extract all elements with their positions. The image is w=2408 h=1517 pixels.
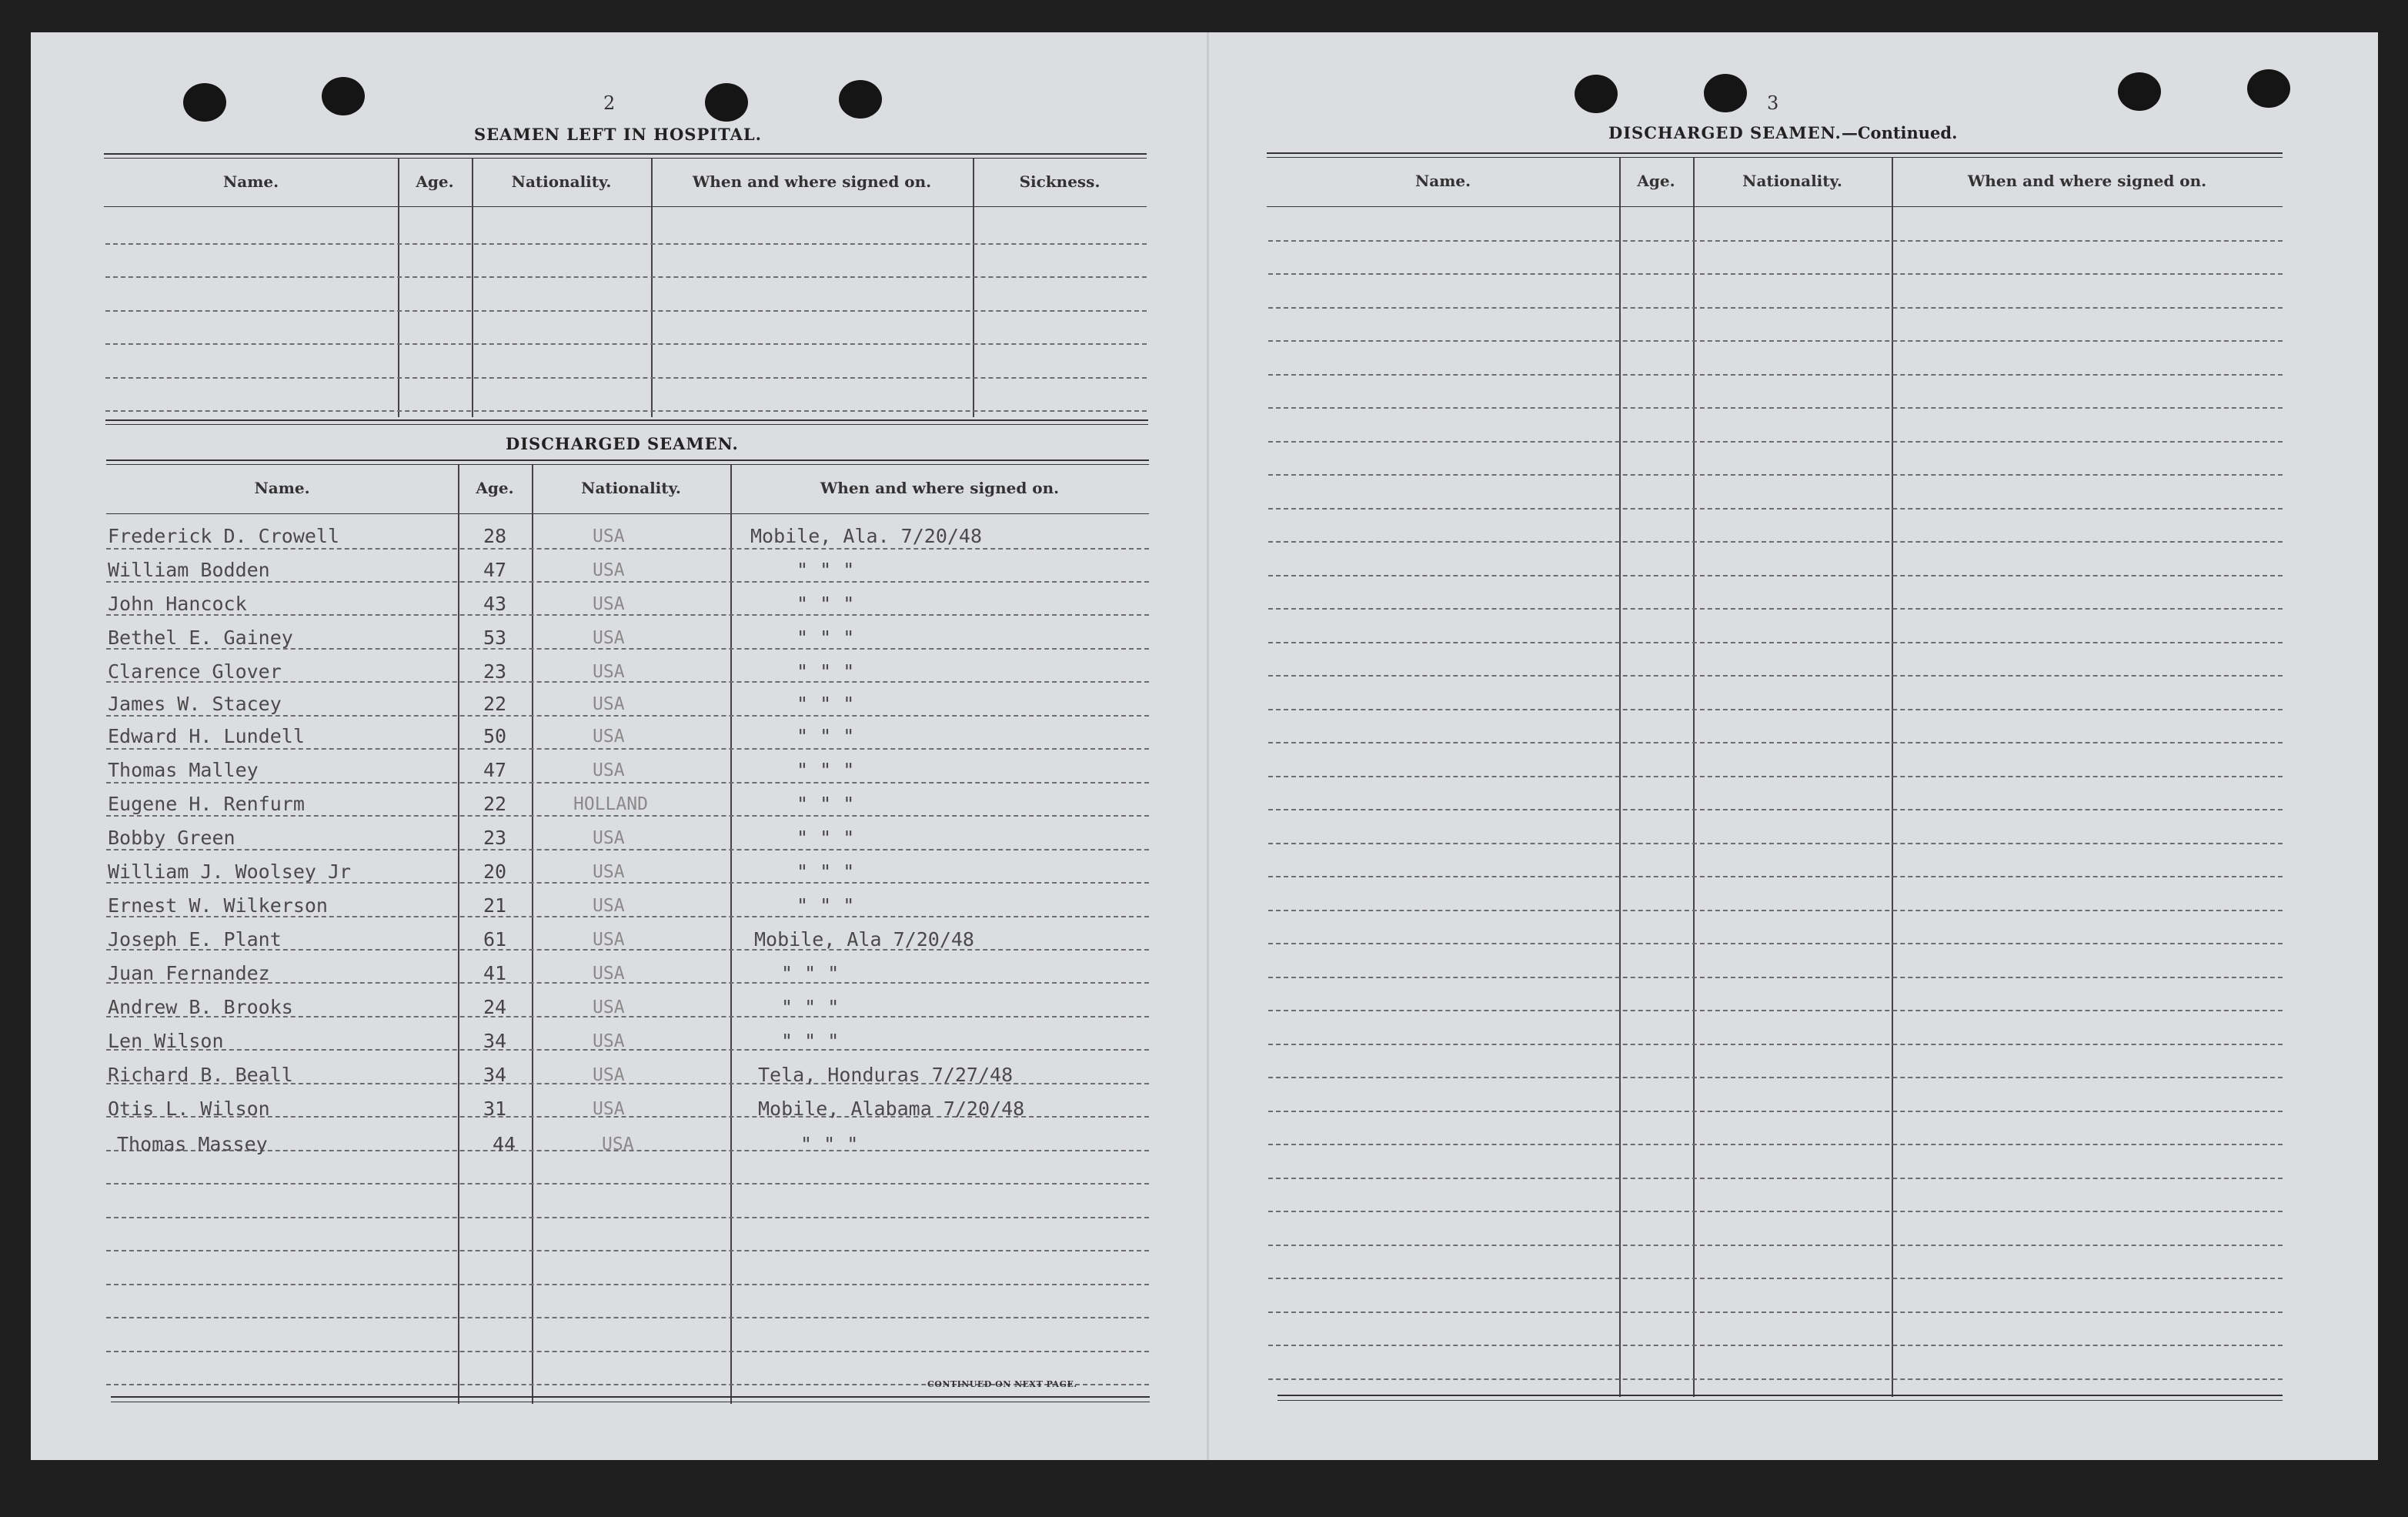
title-suffix: —Continued.: [1841, 123, 1958, 142]
column-divider: [458, 465, 459, 1404]
ledger-sheet: [31, 32, 2378, 1460]
row-line: [1268, 508, 2283, 510]
row-line: [1268, 1111, 2283, 1112]
table-rule: [106, 513, 1149, 514]
table-rule: [105, 424, 1148, 425]
hospital-col-nationality: Nationality.: [511, 172, 612, 191]
seaman-signed-on: " " ": [797, 627, 855, 649]
table-rule: [105, 419, 1148, 421]
punch-hole: [322, 77, 365, 115]
column-divider: [532, 465, 533, 1404]
seaman-name: Edward H. Lundell: [108, 725, 305, 747]
seaman-name: Thomas Malley: [108, 759, 259, 781]
hospital-section-title: SEAMEN LEFT IN HOSPITAL.: [474, 125, 762, 144]
row-line: [1268, 977, 2283, 978]
seaman-age: 44: [493, 1133, 516, 1155]
row-line: [1268, 910, 2283, 911]
seaman-nationality: USA: [593, 560, 625, 580]
row-line: [105, 243, 1147, 245]
table-rule: [106, 464, 1149, 465]
seaman-nationality: USA: [593, 964, 625, 984]
seaman-signed-on: Mobile, Alabama 7/20/48: [758, 1098, 1025, 1120]
seaman-nationality: USA: [602, 1134, 634, 1154]
hospital-col-sickness: Sickness.: [1019, 172, 1100, 191]
seaman-name: Clarence Glover: [108, 660, 282, 683]
seaman-nationality: USA: [593, 828, 625, 848]
row-line: [1268, 474, 2283, 476]
row-line: [1268, 1312, 2283, 1313]
discharged-continued-title: [1608, 123, 1957, 142]
row-line: [106, 1317, 1149, 1318]
row-line: [106, 849, 1149, 850]
column-divider: [730, 465, 732, 1404]
row-line: [1268, 776, 2283, 777]
seaman-name: William J. Woolsey Jr: [108, 860, 352, 883]
seaman-name: Juan Fernandez: [108, 962, 270, 984]
seaman-signed-on: " " ": [781, 962, 840, 984]
seaman-age: 61: [483, 928, 507, 951]
continued-col-nationality: Nationality.: [1742, 172, 1842, 190]
seaman-signed-on: " " ": [797, 860, 855, 883]
punch-hole: [183, 83, 226, 122]
table-rule: [1277, 1400, 2283, 1401]
seaman-name: Thomas Massey: [117, 1133, 268, 1155]
row-line: [1268, 1211, 2283, 1212]
seaman-name: John Hancock: [108, 593, 247, 615]
punch-hole: [1704, 74, 1747, 112]
seaman-name: Andrew B. Brooks: [108, 996, 293, 1018]
row-line: [1268, 441, 2283, 443]
seaman-name: James W. Stacey: [108, 693, 282, 715]
seaman-signed-on: " " ": [797, 827, 855, 849]
table-rule: [1277, 1395, 2283, 1396]
seaman-nationality: USA: [593, 760, 625, 780]
seaman-age: 23: [483, 827, 507, 849]
punch-hole: [1575, 75, 1618, 113]
row-line: [1268, 943, 2283, 944]
continued-note: CONTINUED ON NEXT PAGE.: [927, 1379, 1077, 1389]
seaman-signed-on: " " ": [797, 725, 855, 747]
punch-hole: [839, 80, 882, 119]
seaman-age: 22: [483, 793, 507, 815]
seaman-age: 50: [483, 725, 507, 747]
row-line: [106, 1351, 1149, 1352]
row-line: [1268, 876, 2283, 877]
row-line: [1268, 541, 2283, 543]
hospital-col-name: Name.: [222, 172, 279, 191]
continued-col-signed-on: When and where signed on.: [1967, 172, 2207, 190]
seaman-age: 21: [483, 894, 507, 917]
seaman-nationality: USA: [593, 526, 625, 546]
row-line: [106, 715, 1149, 717]
row-line: [105, 310, 1147, 312]
punch-hole: [2118, 72, 2161, 111]
seaman-age: 34: [483, 1064, 507, 1086]
seaman-nationality: USA: [593, 896, 625, 916]
seaman-name: William Bodden: [108, 559, 270, 581]
seaman-age: 47: [483, 559, 507, 581]
hospital-col-age: Age.: [416, 172, 454, 191]
seaman-signed-on: Mobile, Ala. 7/20/48: [750, 525, 983, 547]
seaman-name: Bethel E. Gainey: [108, 627, 293, 649]
table-rule: [111, 1396, 1150, 1398]
discharged-section-title: DISCHARGED SEAMEN.: [506, 434, 739, 453]
row-line: [106, 1183, 1149, 1185]
hospital-col-signed-on: When and where signed on.: [692, 172, 932, 191]
seaman-signed-on: " " ": [797, 693, 855, 715]
row-line: [106, 614, 1149, 616]
row-line: [1268, 1178, 2283, 1179]
row-line: [1268, 742, 2283, 743]
row-line: [1268, 675, 2283, 677]
row-line: [106, 815, 1149, 817]
seaman-nationality: USA: [593, 594, 625, 614]
row-line: [1268, 340, 2283, 342]
seaman-age: 22: [483, 693, 507, 715]
seaman-signed-on: " " ": [797, 894, 855, 917]
row-line: [1268, 1278, 2283, 1279]
seaman-signed-on: " " ": [797, 793, 855, 815]
row-line: [106, 748, 1149, 750]
seaman-nationality: USA: [593, 662, 625, 682]
discharged-col-age: Age.: [476, 479, 514, 497]
table-rule: [104, 158, 1147, 159]
right-page: [1208, 32, 2378, 1460]
table-rule: [104, 206, 1147, 207]
row-line: [1268, 1378, 2283, 1380]
row-line: [1268, 608, 2283, 610]
table-rule: [104, 153, 1147, 155]
table-rule: [1267, 206, 2283, 207]
row-line: [1268, 1144, 2283, 1145]
row-line: [1268, 407, 2283, 409]
seaman-signed-on: Tela, Honduras 7/27/48: [758, 1064, 1014, 1086]
seaman-age: 31: [483, 1098, 507, 1120]
seaman-signed-on: " " ": [800, 1133, 859, 1155]
row-line: [1268, 1010, 2283, 1011]
row-line: [1268, 709, 2283, 710]
seaman-age: 24: [483, 996, 507, 1018]
page-number: 3: [1767, 92, 1779, 114]
discharged-col-nationality: Nationality.: [581, 479, 681, 497]
seaman-nationality: USA: [593, 862, 625, 882]
seaman-nationality: USA: [593, 694, 625, 714]
seaman-name: Eugene H. Renfurm: [108, 793, 305, 815]
discharged-col-name: Name.: [254, 479, 310, 497]
seaman-age: 41: [483, 962, 507, 984]
page-number: 2: [603, 92, 616, 114]
punch-hole: [2247, 69, 2290, 108]
seaman-name: Joseph E. Plant: [108, 928, 282, 951]
seaman-name: Frederick D. Crowell: [108, 525, 340, 547]
seaman-age: 53: [483, 627, 507, 649]
punch-hole: [705, 83, 748, 122]
left-page: [31, 32, 1208, 1460]
continued-col-age: Age.: [1637, 172, 1675, 190]
row-line: [106, 1250, 1149, 1251]
seaman-nationality: USA: [593, 1065, 625, 1085]
row-line: [105, 377, 1147, 379]
row-line: [106, 581, 1149, 583]
seaman-nationality: HOLLAND: [573, 794, 648, 814]
seaman-signed-on: " " ": [781, 1030, 840, 1052]
row-line: [1268, 1044, 2283, 1045]
seaman-nationality: USA: [593, 1031, 625, 1051]
seaman-nationality: USA: [593, 727, 625, 747]
seaman-signed-on: " " ": [797, 660, 855, 683]
row-line: [106, 1049, 1149, 1051]
seaman-age: 47: [483, 759, 507, 781]
row-line: [106, 1217, 1149, 1218]
continued-col-name: Name.: [1414, 172, 1471, 190]
seaman-signed-on: " " ": [797, 759, 855, 781]
seaman-nationality: USA: [593, 997, 625, 1017]
row-line: [1268, 1245, 2283, 1246]
row-line: [105, 276, 1147, 278]
seaman-name: Ernest W. Wilkerson: [108, 894, 328, 917]
seaman-signed-on: " " ": [781, 996, 840, 1018]
row-line: [1268, 307, 2283, 309]
discharged-col-signed-on: When and where signed on.: [820, 479, 1060, 497]
table-rule: [106, 459, 1149, 461]
seaman-nationality: USA: [593, 628, 625, 648]
seaman-age: 43: [483, 593, 507, 615]
row-line: [1268, 1077, 2283, 1078]
row-line: [106, 548, 1149, 550]
row-line: [1268, 374, 2283, 376]
seaman-nationality: USA: [593, 1099, 625, 1119]
title-main: DISCHARGED SEAMEN.: [1608, 123, 1842, 142]
seaman-age: 23: [483, 660, 507, 683]
row-line: [106, 1284, 1149, 1285]
row-line: [106, 782, 1149, 784]
seaman-name: Len Wilson: [108, 1030, 224, 1052]
row-line: [1268, 240, 2283, 242]
row-line: [1268, 575, 2283, 576]
table-rule: [1267, 157, 2283, 158]
row-line: [105, 343, 1147, 345]
seaman-signed-on: Mobile, Ala 7/20/48: [754, 928, 974, 951]
row-line: [1268, 1345, 2283, 1346]
table-rule: [1267, 152, 2283, 154]
seaman-signed-on: " " ": [797, 593, 855, 615]
seaman-name: Otis L. Wilson: [108, 1098, 270, 1120]
seaman-age: 20: [483, 860, 507, 883]
seaman-nationality: USA: [593, 930, 625, 950]
row-line: [1268, 642, 2283, 643]
seaman-age: 28: [483, 525, 507, 547]
row-line: [1268, 843, 2283, 844]
seaman-name: Bobby Green: [108, 827, 235, 849]
seaman-name: Richard B. Beall: [108, 1064, 293, 1086]
seaman-age: 34: [483, 1030, 507, 1052]
row-line: [1268, 273, 2283, 275]
row-line: [1268, 809, 2283, 810]
row-line: [105, 410, 1147, 412]
seaman-signed-on: " " ": [797, 559, 855, 581]
